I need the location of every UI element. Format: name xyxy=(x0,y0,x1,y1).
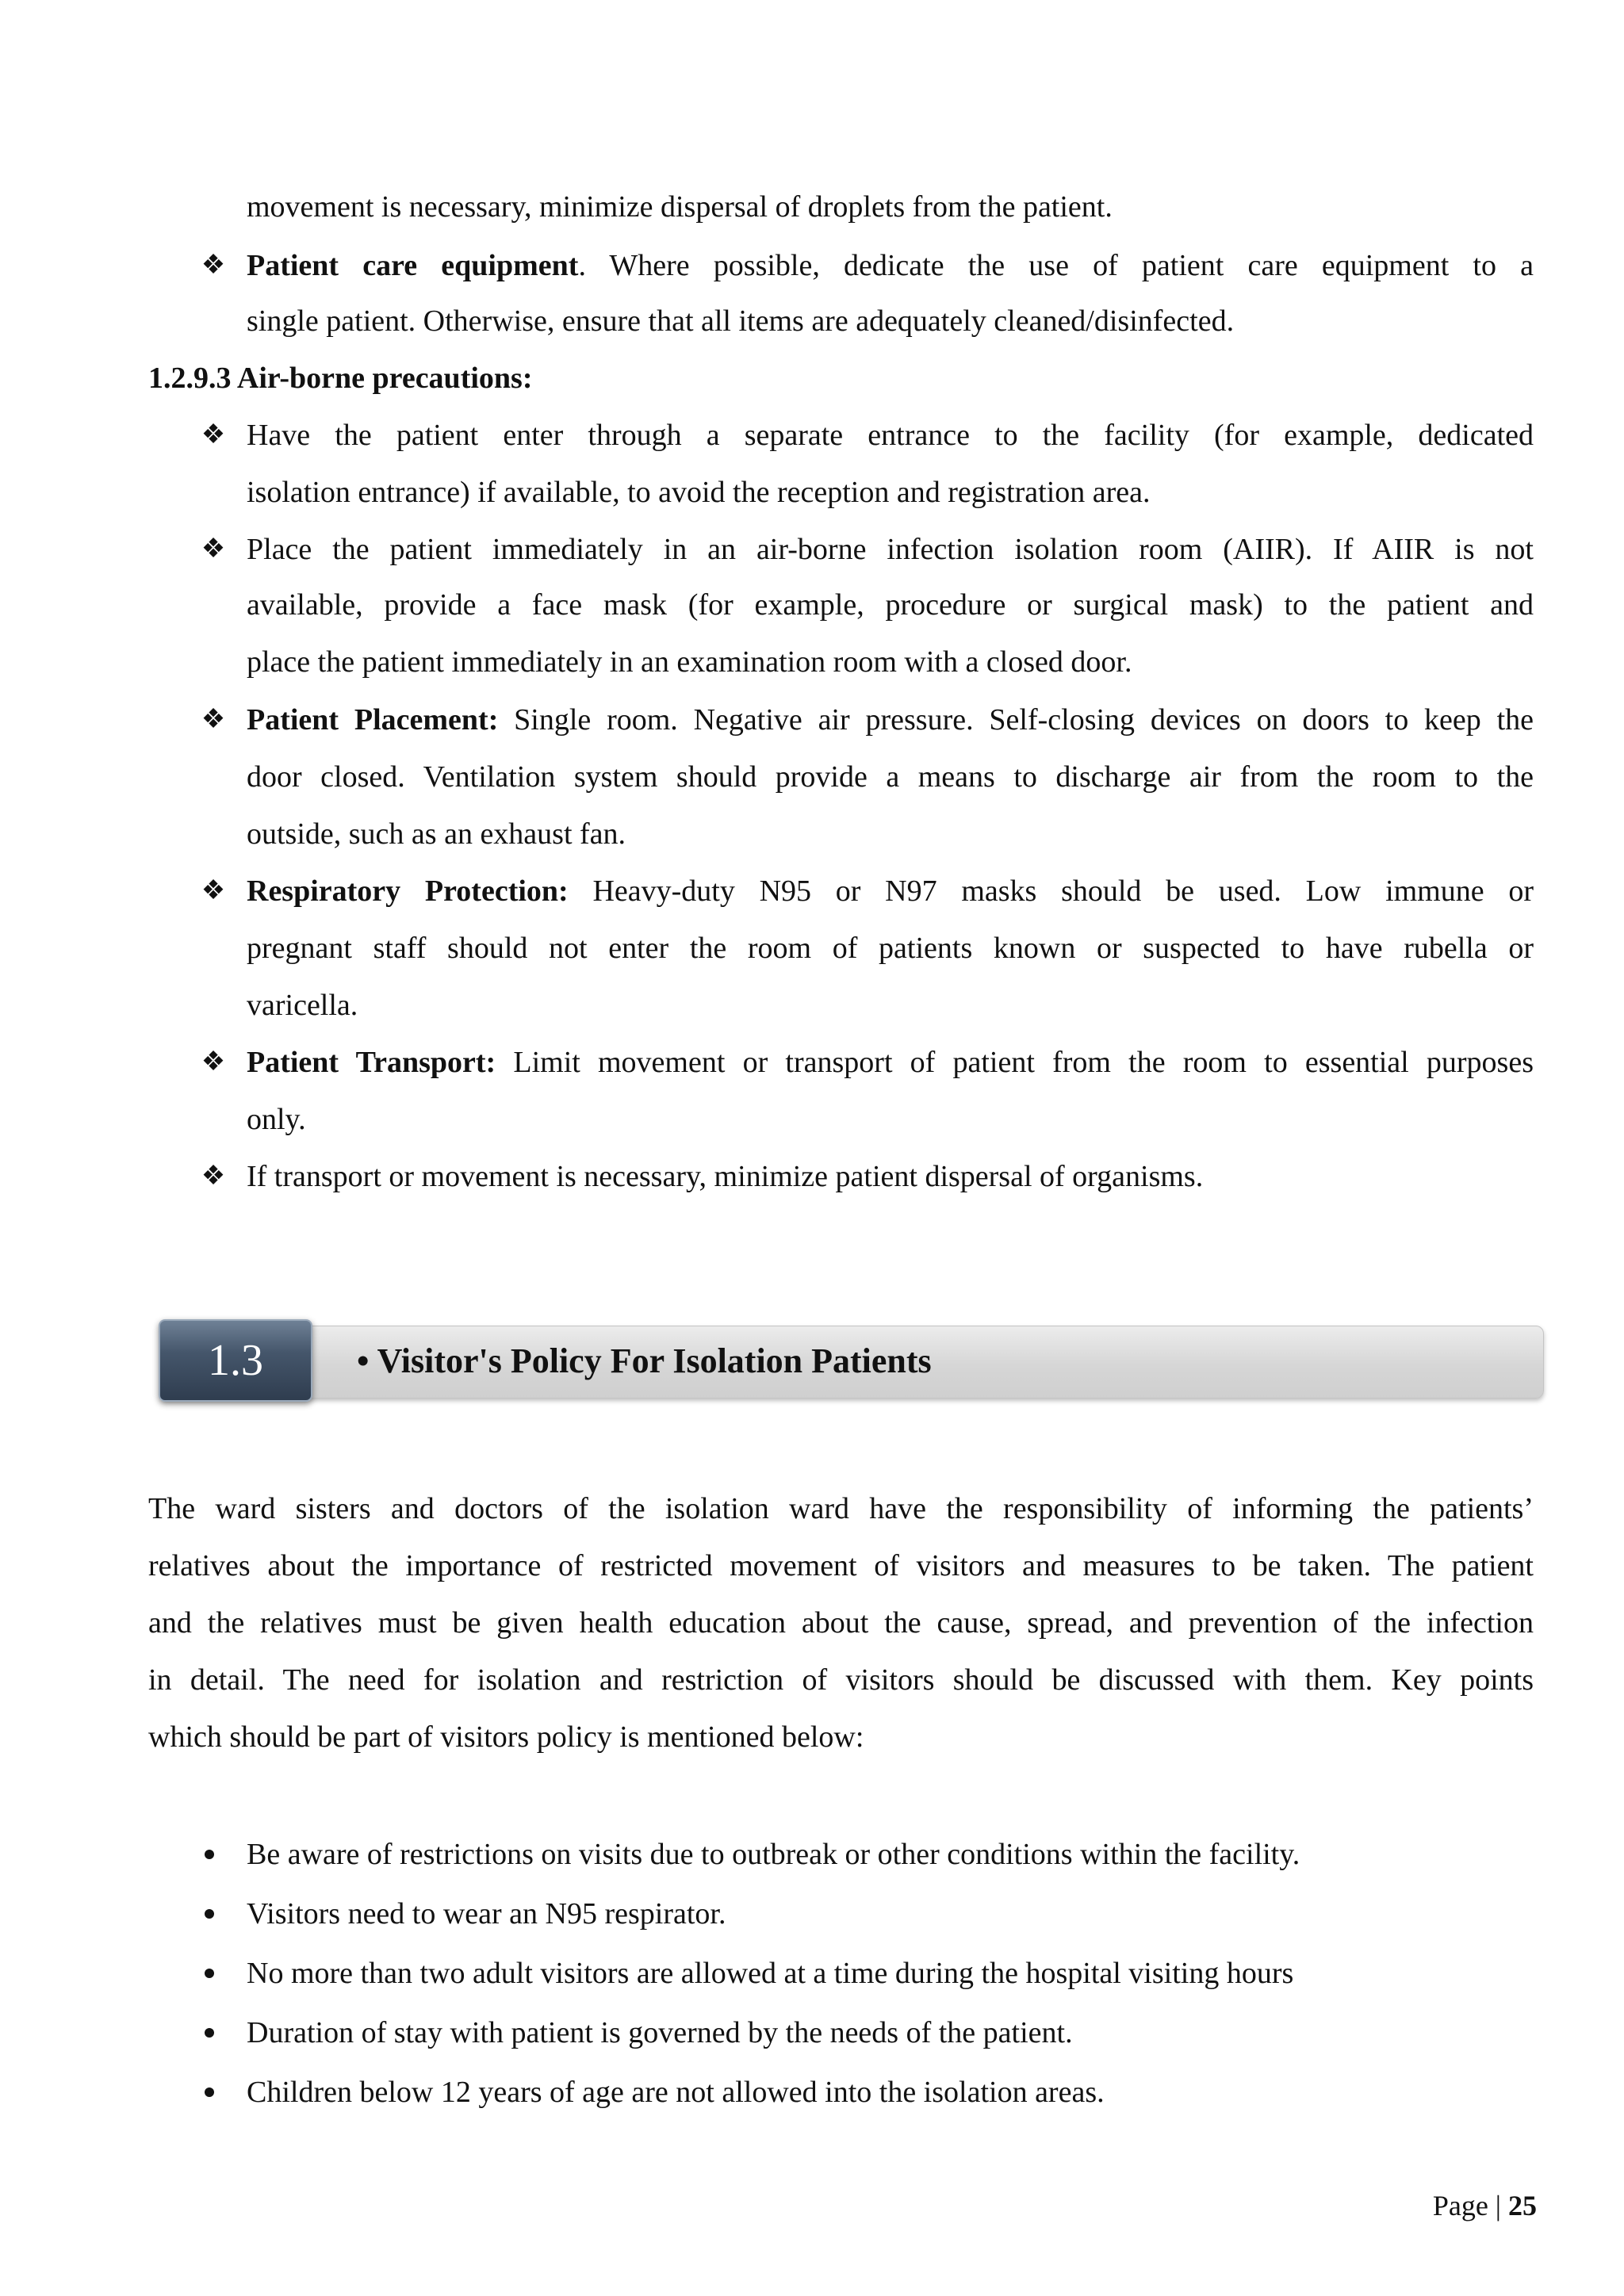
diamond-bullet-icon: ❖ xyxy=(201,705,226,734)
bullet-dot-icon xyxy=(205,1909,214,1919)
transport-line-2: only. xyxy=(247,1103,306,1136)
diamond-bullet-icon: ❖ xyxy=(201,251,226,280)
intro-line-1: The ward sisters and doctors of the isolation ward have the responsibility of informing the patients’ xyxy=(148,1492,1534,1525)
placement-bold-label: Patient Placement: xyxy=(247,703,499,737)
placement-line-2: door closed. Ventilation system should provide a means to discharge air from the room to the xyxy=(247,760,1534,794)
page-footer xyxy=(1433,2188,1537,2223)
placement-text: Single room. Negative air pressure. Self-closing devices on doors to keep the xyxy=(498,703,1534,737)
transport-text: Limit movement or transport of patient from the room to essential purposes xyxy=(496,1046,1534,1079)
diamond-bullet-icon: ❖ xyxy=(201,1161,226,1191)
page-label: Page | xyxy=(1432,2190,1508,2221)
respiratory-line-2: pregnant staff should not enter the room of patients known or suspected to have rubella or xyxy=(247,932,1534,965)
dispersal-text: If transport or movement is necessary, minimize patient dispersal of organisms. xyxy=(247,1160,1204,1193)
equipment-bold-label: Patient care equipment xyxy=(247,249,579,282)
intro-line-3: and the relatives must be given health education about the cause, spread, and prevention of the infection xyxy=(148,1606,1534,1640)
page-number: 25 xyxy=(1508,2190,1537,2221)
aiir-line-2: available, provide a face mask (for example, procedure or surgical mask) to the patient and xyxy=(247,588,1534,622)
list-item: Duration of stay with patient is governed by the needs of the patient. xyxy=(247,2016,1073,2049)
aiir-line-3: place the patient immediately in an examination room with a closed door. xyxy=(247,645,1132,679)
bullet-dot-icon xyxy=(205,2028,214,2038)
bullet-dot-icon xyxy=(205,2087,214,2097)
list-item: Be aware of restrictions on visits due to outbreak or other conditions within the facility. xyxy=(247,1838,1300,1871)
list-item: No more than two adult visitors are allowed at a time during the hospital visiting hours xyxy=(247,1957,1294,1990)
bullet-dot-icon xyxy=(205,1850,214,1859)
placement-line-3: outside, such as an exhaust fan. xyxy=(247,817,626,851)
airborne-heading: 1.2.9.3 Air-borne precautions: xyxy=(148,362,533,395)
entrance-line-1: Have the patient enter through a separate entrance to the facility (for example, dedicated xyxy=(247,419,1534,452)
placement-line-1 xyxy=(247,702,1534,738)
equipment-text: . Where possible, dedicate the use of patient care equipment to a xyxy=(578,249,1534,282)
equipment-line-1 xyxy=(247,247,1534,284)
respiratory-bold-label: Respiratory Protection: xyxy=(247,874,569,908)
list-item: Visitors need to wear an N95 respirator. xyxy=(247,1897,726,1931)
intro-line-5: which should be part of visitors policy is mentioned below: xyxy=(148,1720,864,1754)
entrance-line-2: isolation entrance) if available, to avoid the reception and registration area. xyxy=(247,476,1151,509)
aiir-line-1: Place the patient immediately in an air-borne infection isolation room (AIIR). If AIIR is not xyxy=(247,533,1534,566)
equipment-line-2: single patient. Otherwise, ensure that all items are adequately cleaned/disinfected. xyxy=(247,304,1235,338)
respiratory-line-3: varicella. xyxy=(247,989,358,1022)
continuation-text: movement is necessary, minimize dispersal of droplets from the patient. xyxy=(247,190,1113,224)
respiratory-line-1 xyxy=(247,873,1534,909)
intro-line-4: in detail. The need for isolation and restriction of visitors should be discussed with them. Key points xyxy=(148,1663,1534,1697)
respiratory-text: Heavy-duty N95 or N97 masks should be used. Low immune or xyxy=(568,874,1534,908)
section-number-badge: 1.3 xyxy=(159,1319,312,1402)
bullet-dot-icon xyxy=(205,1969,214,1978)
transport-bold-label: Patient Transport: xyxy=(247,1046,496,1079)
intro-line-2: relatives about the importance of restricted movement of visitors and measures to be taken. The patient xyxy=(148,1549,1534,1582)
diamond-bullet-icon: ❖ xyxy=(201,1047,226,1077)
transport-line-1 xyxy=(247,1044,1534,1081)
list-item: Children below 12 years of age are not allowed into the isolation areas. xyxy=(247,2076,1105,2109)
diamond-bullet-icon: ❖ xyxy=(201,876,226,905)
diamond-bullet-icon: ❖ xyxy=(201,420,226,450)
section-title: • Visitor's Policy For Isolation Patients xyxy=(357,1341,932,1380)
diamond-bullet-icon: ❖ xyxy=(201,534,226,564)
